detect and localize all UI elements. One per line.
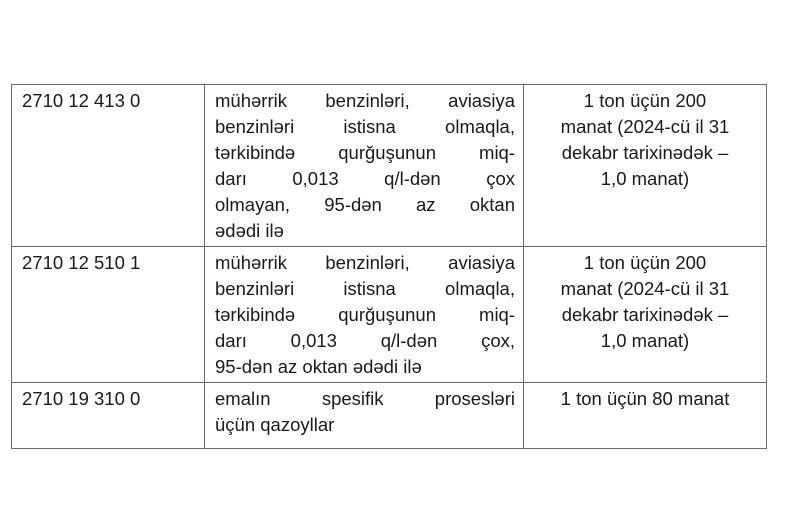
rate-line: 1 ton üçün 200 [583, 252, 707, 273]
description-line: tərkibində qurğuşunun miq- [215, 142, 515, 163]
description-line: üçün qazoyllar [215, 414, 335, 435]
rate-line: dekabr tarixinədək – [561, 142, 729, 163]
table-row [12, 85, 767, 247]
description-line: darı 0,013 q/l-dən çox, [215, 330, 515, 351]
description-line: 95-dən az oktan ədədi ilə [215, 356, 422, 377]
description-line: darı 0,013 q/l-dən çox [215, 168, 515, 189]
description-line: olmayan, 95-dən az oktan [215, 194, 515, 215]
table-row [12, 383, 767, 449]
rate-line: manat (2024-cü il 31 [560, 278, 730, 299]
product-code-cell: 2710 12 510 1 [12, 247, 205, 383]
description-line: tərkibində qurğuşunun miq- [215, 304, 515, 325]
product-description-cell [205, 85, 524, 247]
rate-line: 1 ton üçün 200 [583, 90, 707, 111]
rate-line: 1 ton üçün 80 manat [560, 388, 730, 409]
product-description-cell [205, 247, 524, 383]
description-line: benzinləri istisna olmaqla, [215, 278, 515, 299]
description-line: mühərrik benzinləri, aviasiya [215, 90, 515, 111]
rate-line: 1,0 manat) [600, 168, 690, 189]
description-line: mühərrik benzinləri, aviasiya [215, 252, 515, 273]
rate-line: manat (2024-cü il 31 [560, 116, 730, 137]
product-description-cell [205, 383, 524, 449]
product-code-cell: 2710 19 310 0 [12, 383, 205, 449]
rate-line: dekabr tarixinədək – [561, 304, 729, 325]
description-line: benzinləri istisna olmaqla, [215, 116, 515, 137]
excise-rate-cell [524, 85, 767, 247]
table-row [12, 247, 767, 383]
product-code-cell: 2710 12 413 0 [12, 85, 205, 247]
rate-line: 1,0 manat) [600, 330, 690, 351]
excise-rate-cell [524, 383, 767, 449]
tariff-table [11, 84, 767, 449]
description-line: ədədi ilə [215, 220, 284, 241]
description-line: emalın spesifik prosesləri [215, 388, 515, 409]
excise-rate-cell [524, 247, 767, 383]
